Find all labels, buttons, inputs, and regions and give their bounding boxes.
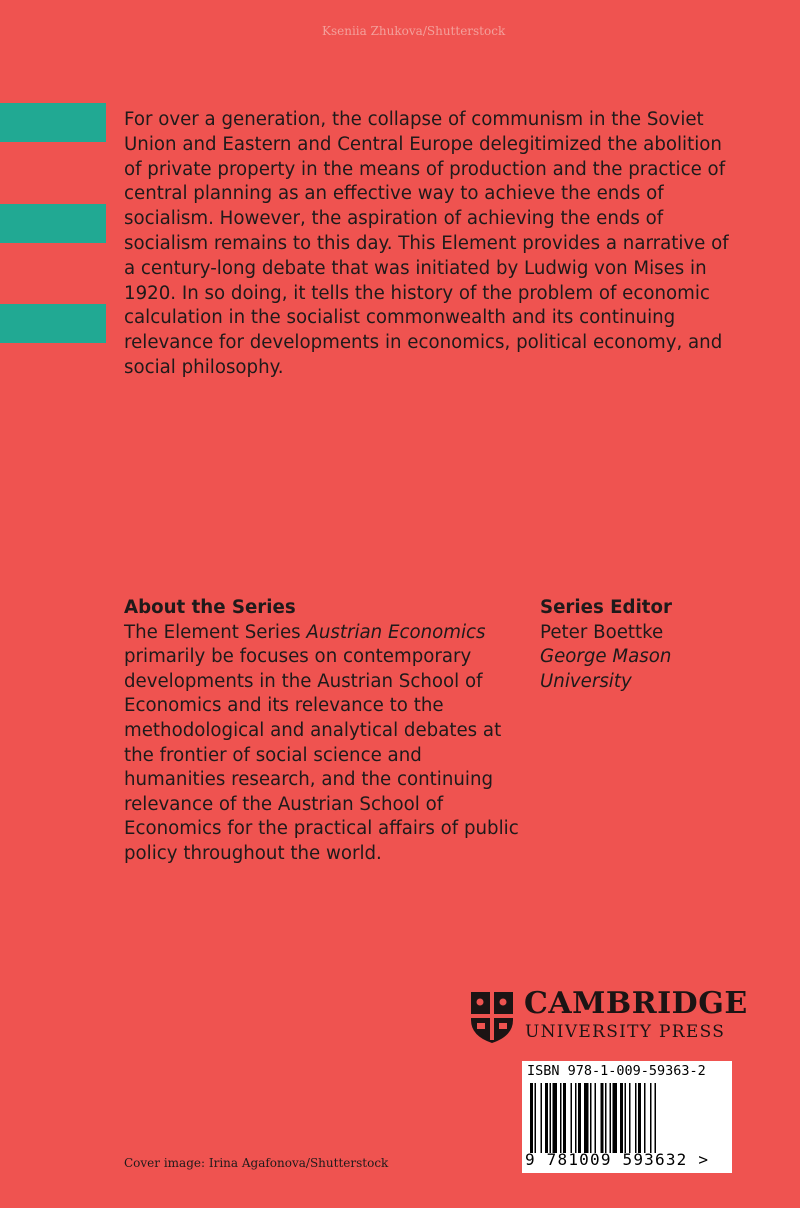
series-editor-heading: Series Editor	[540, 597, 672, 618]
about-text-rest: primarily be focuses on contemporary developments in the Austrian School of Economics and its relevance to the methodological and analytical debates at the frontier of social science and humanities research, and the continuing relevance of the Austrian School of Economics for the practical affairs of public policy throughout the world.	[124, 646, 519, 864]
publisher-subtitle: UNIVERSITY PRESS	[525, 1022, 726, 1042]
editor-name: Peter Boettke	[540, 621, 664, 643]
about-series-section	[124, 596, 524, 867]
teal-accent-bar	[0, 304, 106, 343]
book-blurb: For over a generation, the collapse of communism in the Soviet Union and Eastern and Central Europe delegitimized the abolition of private property in the means of production and the practice of central planning as an effective way to achieve the ends of socialism. However, the aspiration of achieving the ends of socialism remains to this day. This Element provides a narrative of a century-long debate that was initiated by Ludwig von Mises in 1920. In so doing, it tells the history of the problem of economic calculation in the socialist commonwealth and its continuing relevance for developments in economics, political economy, and social philosophy.	[124, 109, 729, 378]
series-editor-section	[540, 596, 760, 694]
series-title: Austrian Economics	[306, 621, 486, 643]
editor-affiliation-line1: George Mason	[540, 646, 672, 668]
top-image-credit: Kseniia Zhukova/Shutterstock	[322, 24, 506, 38]
editor-affiliation-line2: University	[540, 670, 632, 692]
about-text-start: The Element Series	[124, 621, 307, 643]
barcode-label	[522, 1061, 732, 1173]
isbn-text: ISBN 978-1-009-59363-2	[527, 1063, 706, 1079]
publisher-name: CAMBRIDGE	[524, 986, 748, 1021]
publisher-logo	[469, 986, 748, 1045]
barcode-bars	[530, 1083, 722, 1153]
about-series-heading: About the Series	[124, 597, 296, 618]
teal-accent-bar	[0, 204, 106, 243]
teal-accent-bar	[0, 103, 106, 142]
barcode-number: 9 781009 593632 >	[525, 1150, 710, 1169]
about-series-text	[124, 621, 524, 867]
cover-image-credit: Cover image: Irina Agafonova/Shutterstock	[124, 1156, 389, 1170]
shield-icon	[469, 990, 515, 1044]
